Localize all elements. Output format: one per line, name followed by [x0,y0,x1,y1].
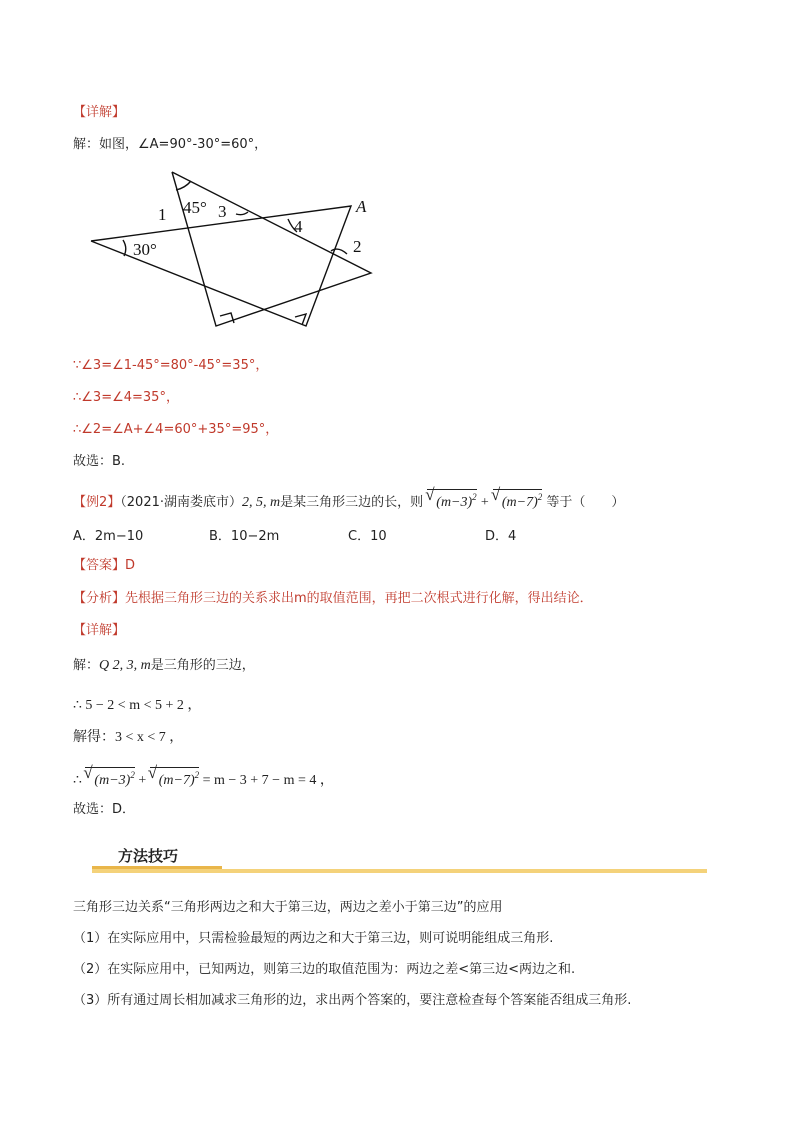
sqrt-expr-3 [85,767,134,788]
label-three: 3 [218,202,227,221]
sqrt-expr-4 [150,767,199,788]
detail-heading-1: 【详解】 [73,105,126,120]
example2-stem [73,487,624,512]
triangle-two [91,206,351,326]
label-angle45: 45° [183,198,207,217]
label-four: 4 [294,217,303,236]
detail2-line1 [73,657,255,675]
detail-intro: 解：如图，∠A=90°-30°=60°， [73,137,268,152]
expr-4-sup: 2 [194,770,200,780]
choice-b: B．10−2m [209,529,280,544]
expr-2-sup: 2 [537,492,543,502]
method-divider [92,869,707,873]
line1-prefix: 解： [73,658,100,673]
label-one: 1 [158,205,167,224]
expr-1-sup: 2 [472,492,477,502]
method-line-1: （1）在实际应用中，只需检验最短的两边之和大于第三边，则可说明能组成三角形. [73,931,554,946]
detail-heading-2: 【详解】 [73,623,126,638]
detail2-line3: 解得：3 < x < 7 ， [73,730,184,745]
sqrt-expr-1 [427,489,476,510]
triangle-diagram [88,166,378,332]
answer-1: 故选：B. [73,454,126,469]
step-1: ∵∠3=∠1-45°=80°-45°=35°， [73,358,269,373]
arc-3 [236,212,248,215]
sqrt-expr-2 [493,489,542,510]
arc-45 [176,181,191,190]
line1-suffix: 是三角形的三边， [150,658,255,673]
example2-stem-c: 等于（ ） [546,495,625,510]
choice-c: C．10 [348,529,387,544]
label-two: 2 [353,237,362,256]
expr-3-sup: 2 [130,770,135,780]
step-2: ∴∠3=∠4=35°， [73,390,179,405]
answer-2: 故选：D． [73,802,136,817]
method-line-2: （2）在实际应用中，已知两边，则第三边的取值范围为：两边之差<第三边<两边之和. [73,962,576,977]
method-line-3: （3）所有通过周长相加减求三角形的边，求出两个答案的，要注意检查每个答案能否组成三角形. [73,993,632,1008]
method-title: 方法技巧 [118,847,179,865]
triangle-one [172,172,371,326]
example2-source: （2021·湖南娄底市） [120,495,242,510]
label-angle30: 30° [133,240,157,259]
plus-sign-2: + [138,773,147,788]
step-3: ∴∠2=∠A+∠4=60°+35°=95°， [73,422,279,437]
detail2-line2: ∴ 5 − 2 < m < 5 + 2 ， [73,698,202,713]
answer-tag: 【答案】D [73,558,136,573]
example2-values: 2, 5, m [242,495,281,510]
expr-2-text: (m−7) [501,495,538,510]
example2-tag: 【例2】 [73,495,121,510]
line4-result: = m − 3 + 7 − m = 4 ， [202,773,334,788]
method-line-0: 三角形三边关系“三角形两边之和大于第三边，两边之差小于第三边”的应用 [73,900,503,915]
line1-values: Q 2, 3, m [99,658,151,673]
expr-3-text: (m−3) [94,773,131,788]
choice-a: A．2m−10 [73,529,144,544]
example2-stem-b: 是某三角形三边的长，则 [280,495,424,510]
detail2-line4 [73,765,334,790]
expr-1-text: (m−3) [436,495,473,510]
analysis: 【分析】先根据三角形三边的关系求出m的取值范围，再把二次根式进行化解，得出结论． [73,591,593,606]
therefore-symbol: ∴ [73,773,82,788]
expr-4-text: (m−7) [158,773,195,788]
choice-d: D．4 [485,529,517,544]
plus-sign: + [480,495,489,510]
label-a: A [356,197,367,216]
